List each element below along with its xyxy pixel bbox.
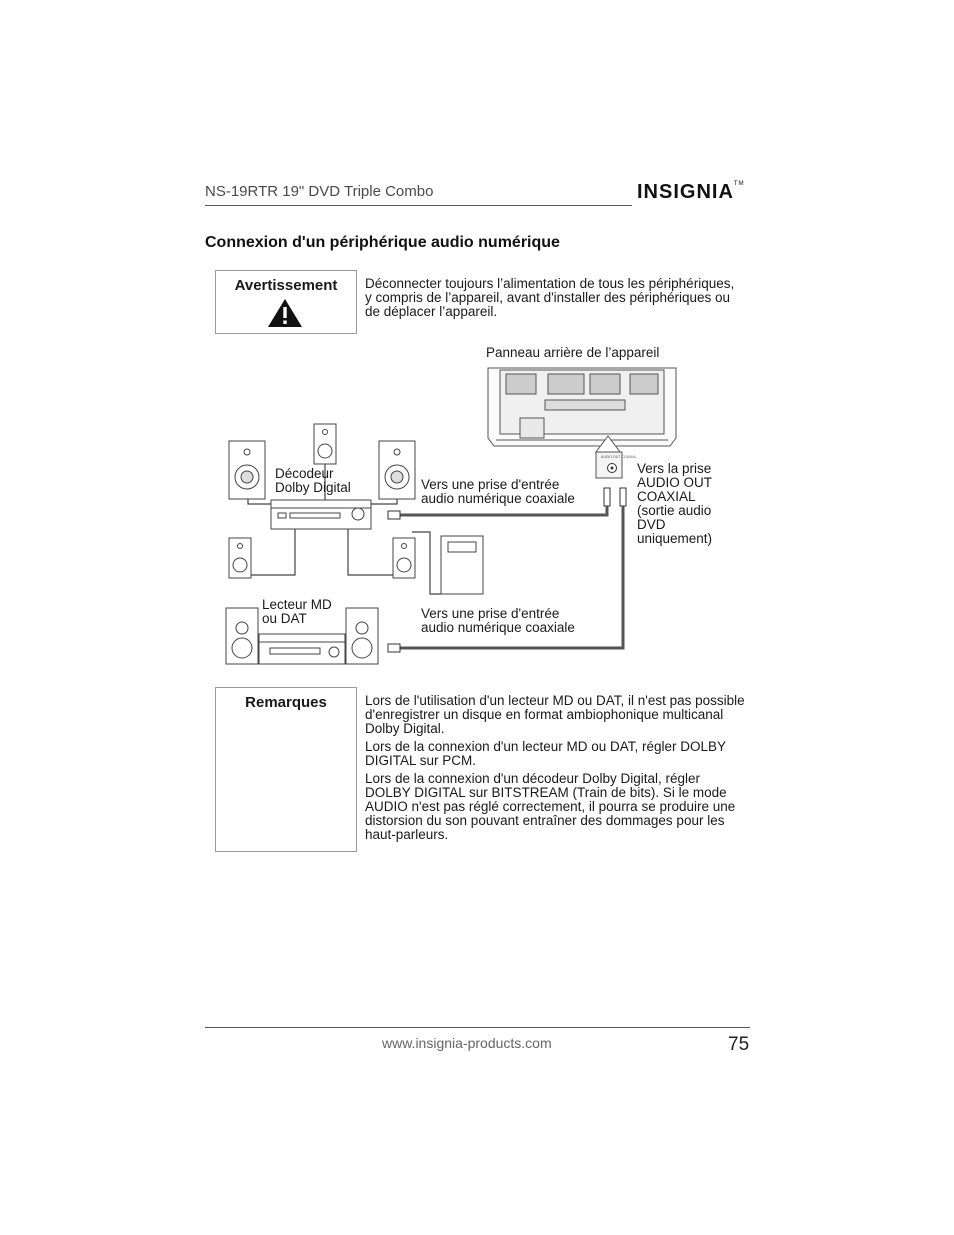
subwoofer [441,536,483,594]
footer-url: www.insignia-products.com [382,1035,552,1051]
md-player-label: Lecteur MD ou DAT [262,597,332,626]
footer-divider [205,1027,750,1028]
warning-text: Déconnecter toujours l’alimentation de tous les périphériques, y compris de l’appareil, avant d'installer des périphériques ou de déplacer l’appareil. [365,276,735,319]
note-item: Lors de l'utilisation d'un lecteur MD ou DAT, il n'est pas possible d'enregistrer un disque en format ambiophonique multicanal Dolby Digital. [365,693,745,736]
md-input-label: Vers une prise d'entrée audio numérique coaxiale [421,606,575,635]
dolby-decoder [271,500,371,529]
note-item: Lors de la connexion d'un décodeur Dolby Digital, régler DOLBY DIGITAL sur BITSTREAM (Train de bits). Si le mode AUDIO n'est pas réglé correctement, il pourra se produire une distorsion du son pouvant entraîner des dommages pour les haut-parleurs. [365,771,736,842]
decoder-label: Décodeur Dolby Digital [275,466,351,495]
section-title: Connexion d'un périphérique audio numérique [205,234,560,251]
audio-out-label: Vers la prise AUDIO OUT COAXIAL (sortie audio DVD uniquement) [637,461,713,546]
notes-list [365,694,745,846]
notes-label: Remarques [245,694,327,711]
rear-panel-label: Panneau arrière de l’appareil [486,345,660,360]
warning-label: Avertissement [234,277,338,294]
brand-logo-text: INSIGNIA [637,181,734,203]
tv-rear-panel [488,368,676,446]
notes-box [215,687,357,852]
trademark-mark: TM [733,181,745,187]
md-player [259,634,345,664]
subwoofer-wire [412,532,441,594]
page-number: 75 [728,1034,750,1055]
cable-end-plugs [388,511,400,652]
decoder-input-label: Vers une prise d'entrée audio numérique coaxiale [421,477,575,506]
note-item: Lors de la connexion d'un lecteur MD ou DAT, régler DOLBY DIGITAL sur PCM. [365,739,726,768]
document-header-title: NS-19RTR 19" DVD Triple Combo [205,183,434,200]
coaxial-plugs [604,488,626,506]
jack-caption: AUDIO OUT COAXIAL [601,455,637,459]
